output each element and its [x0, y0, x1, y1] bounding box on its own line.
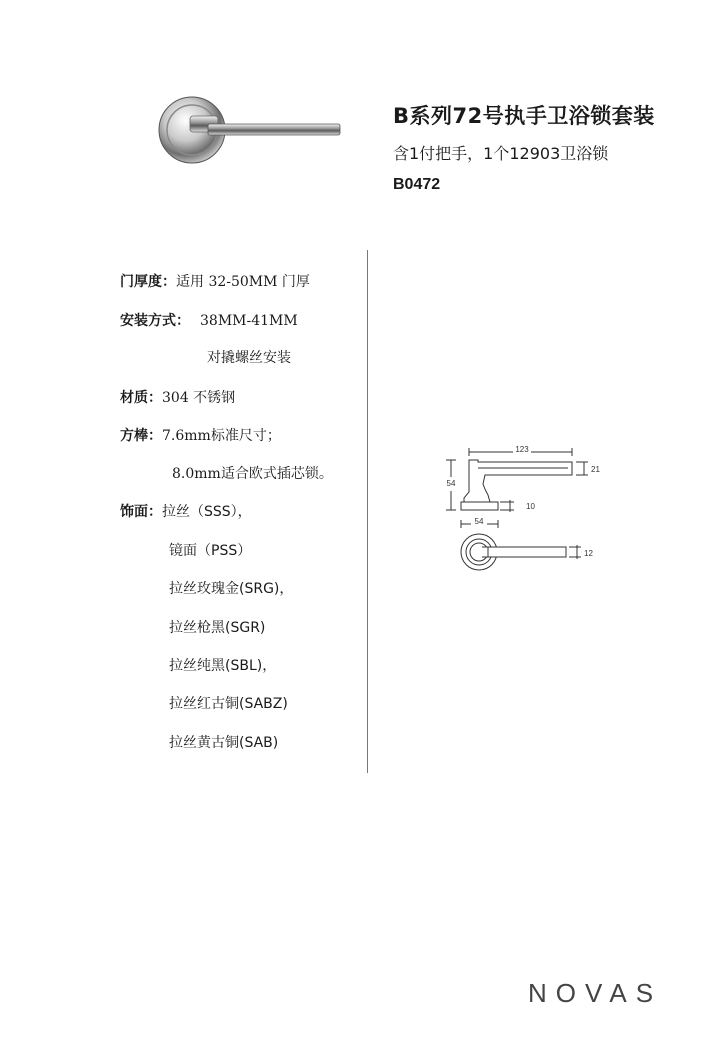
spec-label: 方棒：	[120, 428, 162, 444]
brand-logo: NOVAS	[528, 978, 663, 1008]
spec-value: 38MM-41MM	[200, 313, 298, 329]
spec-label: 材质：	[120, 390, 162, 406]
product-handle-image	[150, 90, 350, 170]
product-code: B0472	[393, 176, 441, 193]
product-title: B系列72号执手卫浴锁套装	[393, 104, 655, 128]
finish-item: 镜面（PSS）	[169, 543, 252, 559]
spec-install-note: 对撬螺丝安装	[207, 350, 291, 366]
spec-label: 门厚度：	[120, 274, 176, 290]
spec-value: 304 不锈钢	[162, 390, 236, 406]
finish-item: 拉丝（SSS），	[162, 504, 252, 520]
finish-item: 拉丝黄古铜(SAB)	[169, 735, 279, 751]
dim-lever-width-label: 12	[584, 549, 593, 558]
finish-item: 拉丝红古铜(SABZ)	[169, 696, 288, 712]
spec-install	[120, 310, 298, 330]
dimension-drawing	[438, 440, 613, 575]
spec-spindle	[120, 425, 281, 445]
dim-rose-diameter-label: 54	[474, 517, 484, 526]
finish-item: 拉丝枪黑(SGR)	[169, 620, 266, 636]
finish-item: 拉丝玫瑰金(SRG)，	[169, 581, 294, 597]
spec-label: 安装方式：	[120, 313, 190, 329]
spec-value: 7.6mm标准尺寸；	[162, 428, 281, 444]
spec-finish	[120, 501, 252, 521]
spec-material	[120, 387, 235, 407]
spec-value: 适用 32-50MM 门厚	[176, 274, 310, 290]
finish-item: 拉丝纯黑(SBL)，	[169, 658, 277, 674]
spec-label: 饰面：	[120, 504, 162, 520]
dim-height-label: 54	[446, 479, 456, 488]
spec-spindle-note: 8.0mm适合欧式插芯锁。	[172, 466, 333, 482]
product-subtitle: 含1付把手，1个12903卫浴锁	[393, 144, 609, 163]
vertical-divider	[367, 250, 368, 773]
dim-rose-thickness-label: 10	[526, 502, 535, 511]
spec-door-thickness	[120, 271, 310, 291]
dim-width-label: 123	[515, 445, 529, 454]
dim-lever-height-label: 21	[591, 465, 600, 474]
